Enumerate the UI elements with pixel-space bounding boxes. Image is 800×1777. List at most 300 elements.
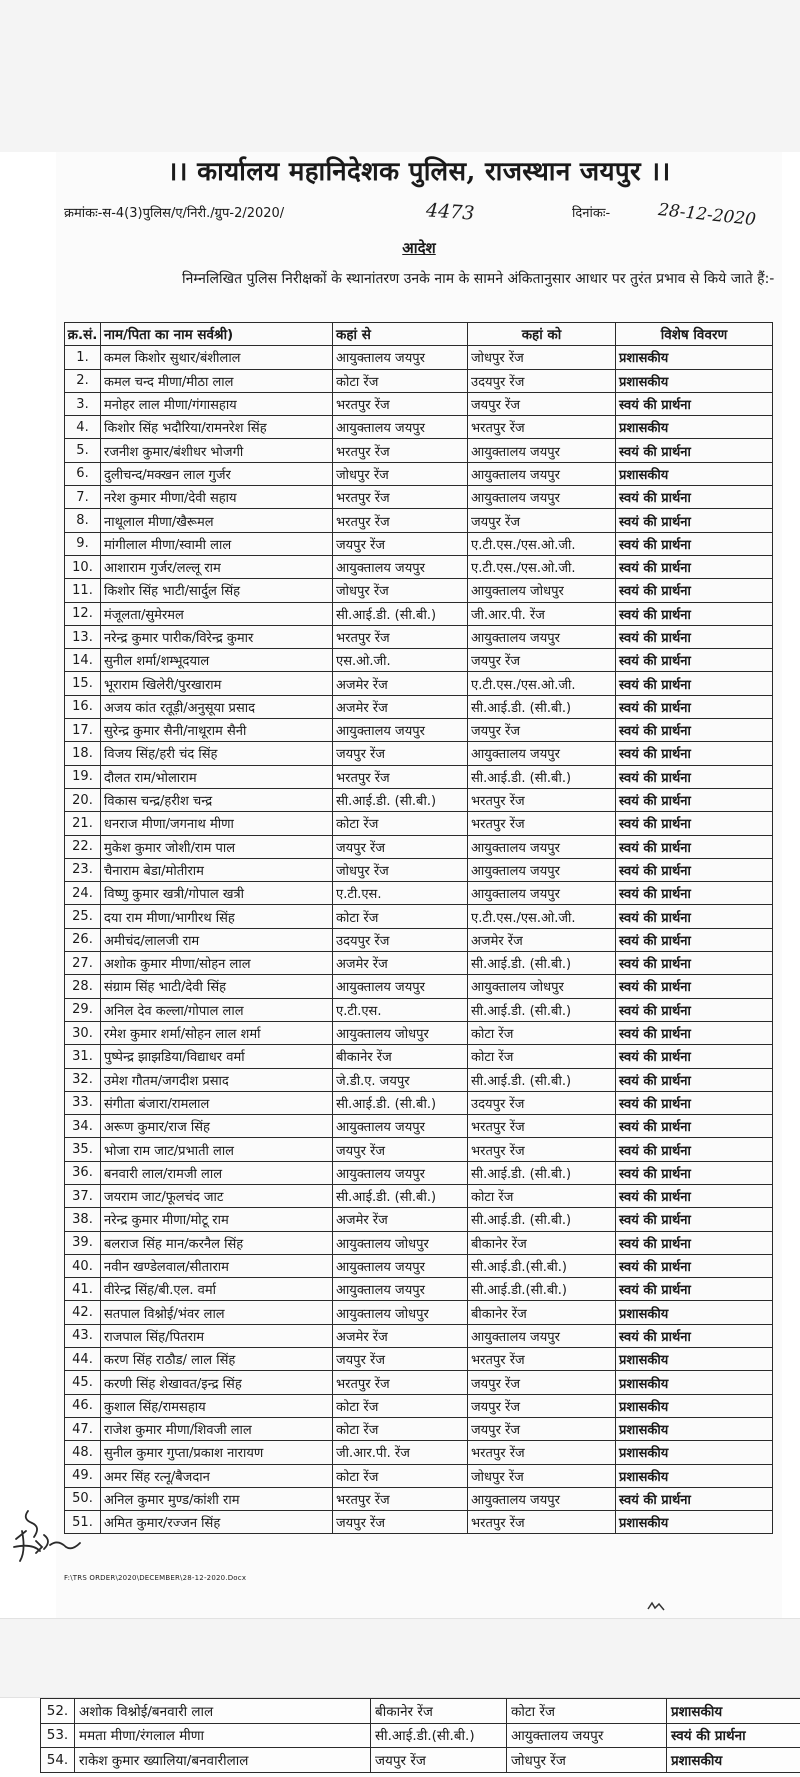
signature-mark (6, 1501, 92, 1571)
remarks-cell: स्वयं की प्रार्थना (616, 835, 773, 858)
remarks-cell: स्वयं की प्रार्थना (616, 1138, 773, 1161)
table-row (41, 1699, 800, 1724)
to-cell: जोधपुर रेंज (468, 346, 616, 369)
serial-cell: 27. (65, 952, 101, 975)
from-cell: जे.डी.ए. जयपुर (333, 1068, 468, 1091)
remarks-cell: स्वयं की प्रार्थना (616, 765, 773, 788)
table-row (65, 1254, 773, 1277)
to-cell: भरतपुर रेंज (468, 1115, 616, 1138)
table-row (65, 369, 773, 392)
remarks-cell: स्वयं की प्रार्थना (667, 1723, 800, 1748)
to-cell: अजमेर रेंज (468, 928, 616, 951)
serial-cell: 12. (65, 602, 101, 625)
remarks-cell: स्वयं की प्रार्थना (616, 602, 773, 625)
serial-cell: 2. (65, 369, 101, 392)
to-cell: जयपुर रेंज (468, 1371, 616, 1394)
name-cell: किशोर सिंह भाटी/सार्दुल सिंह (101, 579, 333, 602)
table-row (65, 1301, 773, 1324)
from-cell: सी.आई.डी. (सी.बी.) (333, 602, 468, 625)
top-margin (0, 0, 800, 152)
serial-cell: 53. (41, 1723, 75, 1748)
serial-cell: 36. (65, 1161, 101, 1184)
remarks-cell: प्रशासकीय (616, 1348, 773, 1371)
to-cell: आयुक्तालय जयपुर (468, 742, 616, 765)
to-cell: कोटा रेंज (468, 1021, 616, 1044)
from-cell: भरतपुर रेंज (333, 1487, 468, 1510)
date-label: दिनांकः- (572, 206, 611, 221)
from-cell: कोटा रेंज (333, 1394, 468, 1417)
name-cell: नरेश कुमार मीणा/देवी सहाय (101, 486, 333, 509)
table-row (65, 1417, 773, 1440)
order-heading: आदेश (402, 239, 436, 257)
to-cell: आयुक्तालय जोधपुर (468, 579, 616, 602)
from-cell: सी.आई.डी. (सी.बी.) (333, 1091, 468, 1114)
serial-cell: 6. (65, 462, 101, 485)
from-cell: भरतपुर रेंज (333, 765, 468, 788)
from-cell: आयुक्तालय जोधपुर (333, 1301, 468, 1324)
remarks-cell: स्वयं की प्रार्थना (616, 439, 773, 462)
name-cell: अशोक कुमार मीणा/सोहन लाल (101, 952, 333, 975)
table-row (65, 579, 773, 602)
table-row (65, 602, 773, 625)
from-cell: आयुक्तालय जयपुर (333, 1254, 468, 1277)
table-row (65, 882, 773, 905)
to-cell: ए.टी.एस./एस.ओ.जी. (468, 555, 616, 578)
to-cell: सी.आई.डी.(सी.बी.) (468, 1254, 616, 1277)
serial-cell: 19. (65, 765, 101, 788)
name-cell: वीरेन्द्र सिंह/बी.एल. वर्मा (101, 1278, 333, 1301)
from-cell: अजमेर रेंज (333, 1324, 468, 1347)
name-cell: नरेन्द्र कुमार मीणा/मोटू राम (101, 1208, 333, 1231)
name-cell: करण सिंह राठौड/ लाल सिंह (101, 1348, 333, 1371)
remarks-cell: स्वयं की प्रार्थना (616, 509, 773, 532)
to-cell: आयुक्तालय जयपुर (468, 882, 616, 905)
remarks-cell: स्वयं की प्रार्थना (616, 1021, 773, 1044)
remarks-cell: प्रशासकीय (667, 1699, 800, 1724)
to-cell: सी.आई.डी. (सी.बी.) (468, 1208, 616, 1231)
table-row (65, 952, 773, 975)
from-cell: जी.आर.पी. रेंज (333, 1441, 468, 1464)
serial-cell: 43. (65, 1324, 101, 1347)
from-cell: सी.आई.डी. (सी.बी.) (333, 1184, 468, 1207)
name-cell: भोजा राम जाट/प्रभाती लाल (101, 1138, 333, 1161)
name-cell: धनराज मीणा/जगनाथ मीणा (101, 812, 333, 835)
serial-cell: 35. (65, 1138, 101, 1161)
to-cell: जयपुर रेंज (468, 649, 616, 672)
remarks-cell: प्रशासकीय (667, 1748, 800, 1773)
to-cell: ए.टी.एस./एस.ओ.जी. (468, 532, 616, 555)
header-remarks: विशेष विवरण (616, 323, 773, 346)
name-cell: पुष्पेन्द्र झाझडिया/विद्याधर वर्मा (101, 1045, 333, 1068)
from-cell: आयुक्तालय जोधपुर (333, 1231, 468, 1254)
to-cell: भरतपुर रेंज (468, 788, 616, 811)
table-row (65, 928, 773, 951)
from-cell: कोटा रेंज (333, 369, 468, 392)
to-cell: कोटा रेंज (468, 1184, 616, 1207)
name-cell: भूराराम खिलेरी/पुरखाराम (101, 672, 333, 695)
from-cell: अजमेर रेंज (333, 672, 468, 695)
remarks-cell: स्वयं की प्रार्थना (616, 532, 773, 555)
from-cell: कोटा रेंज (333, 1417, 468, 1440)
remarks-cell: स्वयं की प्रार्थना (616, 1278, 773, 1301)
remarks-cell: स्वयं की प्रार्थना (616, 952, 773, 975)
to-cell: भरतपुर रेंज (468, 1138, 616, 1161)
name-cell: चैनाराम बेडा/मोतीराम (101, 858, 333, 881)
from-cell: ए.टी.एस. (333, 882, 468, 905)
table-header-row (65, 323, 773, 346)
from-cell: उदयपुर रेंज (333, 928, 468, 951)
header-to: कहां को (468, 323, 616, 346)
name-cell: मांगीलाल मीणा/स्वामी लाल (101, 532, 333, 555)
remarks-cell: स्वयं की प्रार्थना (616, 579, 773, 602)
table-row (65, 905, 773, 928)
to-cell: भरतपुर रेंज (468, 1348, 616, 1371)
serial-cell: 9. (65, 532, 101, 555)
to-cell: उदयपुर रेंज (468, 369, 616, 392)
from-cell: भरतपुर रेंज (333, 625, 468, 648)
remarks-cell: स्वयं की प्रार्थना (616, 1068, 773, 1091)
from-cell: आयुक्तालय जयपुर (333, 1115, 468, 1138)
remarks-cell: स्वयं की प्रार्थना (616, 858, 773, 881)
table-row (65, 625, 773, 648)
table-row (65, 462, 773, 485)
to-cell: आयुक्तालय जयपुर (468, 858, 616, 881)
remarks-cell: स्वयं की प्रार्थना (616, 882, 773, 905)
serial-cell: 49. (65, 1464, 101, 1487)
table-row (65, 998, 773, 1021)
remarks-cell: स्वयं की प्रार्थना (616, 1161, 773, 1184)
remarks-cell: प्रशासकीय (616, 416, 773, 439)
from-cell: बीकानेर रेंज (333, 1045, 468, 1068)
transfer-table (64, 322, 773, 1534)
serial-cell: 34. (65, 1115, 101, 1138)
to-cell: भरतपुर रेंज (468, 1441, 616, 1464)
name-cell: रजनीश कुमार/बंशीधर भोजगी (101, 439, 333, 462)
name-cell: जयराम जाट/फूलचंद जाट (101, 1184, 333, 1207)
remarks-cell: स्वयं की प्रार्थना (616, 1184, 773, 1207)
remarks-cell: प्रशासकीय (616, 1511, 773, 1534)
remarks-cell: स्वयं की प्रार्थना (616, 998, 773, 1021)
remarks-cell: स्वयं की प्रार्थना (616, 1208, 773, 1231)
table-row (65, 392, 773, 415)
from-cell: आयुक्तालय जयपुर (333, 719, 468, 742)
to-cell: कोटा रेंज (468, 1045, 616, 1068)
from-cell: जयपुर रेंज (333, 1511, 468, 1534)
serial-cell: 32. (65, 1068, 101, 1091)
from-cell: भरतपुर रेंज (333, 486, 468, 509)
table-row (65, 1487, 773, 1510)
to-cell: आयुक्तालय जयपुर (468, 1487, 616, 1510)
serial-cell: 22. (65, 835, 101, 858)
table-row (65, 555, 773, 578)
from-cell: आयुक्तालय जयपुर (333, 975, 468, 998)
table-row (65, 742, 773, 765)
from-cell: जयपुर रेंज (333, 1138, 468, 1161)
to-cell: जयपुर रेंज (468, 392, 616, 415)
remarks-cell: स्वयं की प्रार्थना (616, 1115, 773, 1138)
serial-cell: 51. (65, 1511, 101, 1534)
from-cell: जोधपुर रेंज (333, 858, 468, 881)
serial-cell: 7. (65, 486, 101, 509)
from-cell: जयपुर रेंज (333, 1348, 468, 1371)
table-row (65, 532, 773, 555)
to-cell: सी.आई.डी.(सी.बी.) (468, 1278, 616, 1301)
to-cell: जोधपुर रेंज (507, 1748, 667, 1773)
from-cell: कोटा रेंज (333, 905, 468, 928)
serial-cell: 28. (65, 975, 101, 998)
to-cell: सी.आई.डी. (सी.बी.) (468, 695, 616, 718)
serial-cell: 20. (65, 788, 101, 811)
intro-paragraph: निम्नलिखित पुलिस निरीक्षकों के स्थानांतरण उनके नाम के सामने अंकितानुसार आधार पर तुरंत प्रभाव से किये जाते हैं:- (182, 271, 775, 287)
serial-cell: 30. (65, 1021, 101, 1044)
table-row (65, 1464, 773, 1487)
remarks-cell: स्वयं की प्रार्थना (616, 742, 773, 765)
remarks-cell: स्वयं की प्रार्थना (616, 486, 773, 509)
table-row (65, 1208, 773, 1231)
remarks-cell: स्वयं की प्रार्थना (616, 1045, 773, 1068)
name-cell: कमल चन्द मीणा/मीठा लाल (101, 369, 333, 392)
to-cell: उदयपुर रेंज (468, 1091, 616, 1114)
remarks-cell: स्वयं की प्रार्थना (616, 719, 773, 742)
remarks-cell: स्वयं की प्रार्थना (616, 1324, 773, 1347)
table-row (65, 1348, 773, 1371)
from-cell: अजमेर रेंज (333, 952, 468, 975)
remarks-cell: स्वयं की प्रार्थना (616, 788, 773, 811)
remarks-cell: प्रशासकीय (616, 1464, 773, 1487)
table-row (65, 812, 773, 835)
serial-cell: 24. (65, 882, 101, 905)
remarks-cell: स्वयं की प्रार्थना (616, 905, 773, 928)
remarks-cell: स्वयं की प्रार्थना (616, 928, 773, 951)
name-cell: राजेश कुमार मीणा/शिवजी लाल (101, 1417, 333, 1440)
name-cell: ममता मीणा/रंगलाल मीणा (75, 1723, 371, 1748)
serial-cell: 41. (65, 1278, 101, 1301)
to-cell: जी.आर.पी. रेंज (468, 602, 616, 625)
remarks-cell: प्रशासकीय (616, 1441, 773, 1464)
remarks-cell: स्वयं की प्रार्थना (616, 649, 773, 672)
table-row (65, 509, 773, 532)
table-row (65, 719, 773, 742)
table-row (65, 439, 773, 462)
name-cell: अरूण कुमार/राज सिंह (101, 1115, 333, 1138)
table-row (65, 486, 773, 509)
from-cell: आयुक्तालय जयपुर (333, 1278, 468, 1301)
from-cell: भरतपुर रेंज (333, 392, 468, 415)
serial-cell: 8. (65, 509, 101, 532)
serial-cell: 3. (65, 392, 101, 415)
name-cell: विजय सिंह/हरी चंद सिंह (101, 742, 333, 765)
table-row (41, 1723, 800, 1748)
table-row (65, 1045, 773, 1068)
name-cell: नवीन खण्डेलवाल/सीताराम (101, 1254, 333, 1277)
from-cell: एस.ओ.जी. (333, 649, 468, 672)
from-cell: जोधपुर रेंज (333, 579, 468, 602)
name-cell: सुनील शर्मा/शम्भूदयाल (101, 649, 333, 672)
name-cell: अनिल कुमार मुण्ड/कांशी राम (101, 1487, 333, 1510)
serial-cell: 1. (65, 346, 101, 369)
serial-cell: 13. (65, 625, 101, 648)
name-cell: सुरेन्द्र कुमार सैनी/नाथूराम सैनी (101, 719, 333, 742)
name-cell: अमित कुमार/रज्जन सिंह (101, 1511, 333, 1534)
serial-cell: 45. (65, 1371, 101, 1394)
serial-cell: 21. (65, 812, 101, 835)
serial-cell: 37. (65, 1184, 101, 1207)
remarks-cell: स्वयं की प्रार्थना (616, 1091, 773, 1114)
office-title: ।। कार्यालय महानिदेशक पुलिस, राजस्थान जयपुर ।। (167, 157, 671, 187)
to-cell: जोधपुर रेंज (468, 1464, 616, 1487)
name-cell: राजपाल सिंह/पितराम (101, 1324, 333, 1347)
name-cell: करणी सिंह शेखावत/इन्द्र सिंह (101, 1371, 333, 1394)
serial-cell: 17. (65, 719, 101, 742)
remarks-cell: स्वयं की प्रार्थना (616, 392, 773, 415)
remarks-cell: प्रशासकीय (616, 462, 773, 485)
remarks-cell: स्वयं की प्रार्थना (616, 975, 773, 998)
name-cell: बलराज सिंह मान/करनैल सिंह (101, 1231, 333, 1254)
name-cell: अजय कांत रतूड़ी/अनुसूया प्रसाद (101, 695, 333, 718)
serial-cell: 18. (65, 742, 101, 765)
header-name: नाम/पिता का नाम सर्वश्री) (101, 323, 333, 346)
file-path: F:\TRS ORDER\2020\DECEMBER\28-12-2020.Docx (64, 1574, 247, 1582)
serial-cell: 40. (65, 1254, 101, 1277)
table-row (65, 1021, 773, 1044)
serial-cell: 42. (65, 1301, 101, 1324)
serial-cell: 50. (65, 1487, 101, 1510)
serial-cell: 33. (65, 1091, 101, 1114)
from-cell: जयपुर रेंज (333, 532, 468, 555)
date-value: 28-12-2020 (657, 199, 757, 231)
reference-line (64, 199, 774, 231)
table-row (65, 1441, 773, 1464)
reference-label: क्रमांकः-स-4(3)पुलिस/ए/निरी./ग्रुप-2/2020/ (64, 206, 285, 221)
from-cell: ए.टी.एस. (333, 998, 468, 1021)
to-cell: जयपुर रेंज (468, 1394, 616, 1417)
table-row (65, 1115, 773, 1138)
name-cell: सतपाल विश्नोई/भंवर लाल (101, 1301, 333, 1324)
table-row (65, 1184, 773, 1207)
remarks-cell: स्वयं की प्रार्थना (616, 555, 773, 578)
serial-cell: 44. (65, 1348, 101, 1371)
remarks-cell: प्रशासकीय (616, 346, 773, 369)
serial-cell: 47. (65, 1417, 101, 1440)
name-cell: संगीता बंजारा/रामलाल (101, 1091, 333, 1114)
name-cell: सुनील कुमार गुप्ता/प्रकाश नारायण (101, 1441, 333, 1464)
name-cell: नरेन्द्र कुमार पारीक/विरेन्द्र कुमार (101, 625, 333, 648)
from-cell: आयुक्तालय जयपुर (333, 1161, 468, 1184)
name-cell: विकास चन्द्र/हरीश चन्द्र (101, 788, 333, 811)
to-cell: ए.टी.एस./एस.ओ.जी. (468, 672, 616, 695)
document-page-1 (56, 152, 782, 1618)
name-cell: संग्राम सिंह भाटी/देवी सिंह (101, 975, 333, 998)
to-cell: बीकानेर रेंज (468, 1301, 616, 1324)
to-cell: आयुक्तालय जयपुर (468, 1324, 616, 1347)
from-cell: कोटा रेंज (333, 1464, 468, 1487)
table-row (65, 1161, 773, 1184)
remarks-cell: प्रशासकीय (616, 369, 773, 392)
name-cell: दौलत राम/भोलाराम (101, 765, 333, 788)
from-cell: भरतपुर रेंज (333, 509, 468, 532)
to-cell: आयुक्तालय जयपुर (468, 835, 616, 858)
serial-cell: 15. (65, 672, 101, 695)
remarks-cell: प्रशासकीय (616, 1394, 773, 1417)
name-cell: दया राम मीणा/भागीरथ सिंह (101, 905, 333, 928)
from-cell: सी.आई.डी.(सी.बी.) (371, 1723, 507, 1748)
serial-cell: 11. (65, 579, 101, 602)
name-cell: मनोहर लाल मीणा/गंगासहाय (101, 392, 333, 415)
to-cell: भरतपुर रेंज (468, 812, 616, 835)
from-cell: कोटा रेंज (333, 812, 468, 835)
serial-cell: 5. (65, 439, 101, 462)
table-row (65, 858, 773, 881)
name-cell: किशोर सिंह भदौरिया/रामनरेश सिंह (101, 416, 333, 439)
table-row (65, 416, 773, 439)
serial-cell: 16. (65, 695, 101, 718)
to-cell: जयपुर रेंज (468, 509, 616, 532)
serial-cell: 54. (41, 1748, 75, 1773)
name-cell: बनवारी लाल/रामजी लाल (101, 1161, 333, 1184)
from-cell: भरतपुर रेंज (333, 1371, 468, 1394)
serial-cell: 38. (65, 1208, 101, 1231)
name-cell: राकेश कुमार ख्यालिया/बनवारीलाल (75, 1748, 371, 1773)
remarks-cell: स्वयं की प्रार्थना (616, 812, 773, 835)
table-row (65, 765, 773, 788)
to-cell: ए.टी.एस./एस.ओ.जी. (468, 905, 616, 928)
remarks-cell: प्रशासकीय (616, 1417, 773, 1440)
from-cell: आयुक्तालय जयपुर (333, 416, 468, 439)
to-cell: जयपुर रेंज (468, 719, 616, 742)
from-cell: आयुक्तालय जोधपुर (333, 1021, 468, 1044)
table-row (65, 975, 773, 998)
to-cell: आयुक्तालय जयपुर (468, 625, 616, 648)
from-cell: सी.आई.डी. (सी.बी.) (333, 788, 468, 811)
to-cell: सी.आई.डी. (सी.बी.) (468, 1068, 616, 1091)
name-cell: विष्णु कुमार खत्री/गोपाल खत्री (101, 882, 333, 905)
to-cell: आयुक्तालय जयपुर (468, 486, 616, 509)
to-cell: सी.आई.डी. (सी.बी.) (468, 1161, 616, 1184)
name-cell: आशाराम गुर्जर/लल्लू राम (101, 555, 333, 578)
from-cell: बीकानेर रेंज (371, 1699, 507, 1724)
ink-mark-icon (646, 1600, 668, 1612)
table-row (65, 1138, 773, 1161)
from-cell: जयपुर रेंज (333, 742, 468, 765)
serial-cell: 46. (65, 1394, 101, 1417)
name-cell: उमेश गौतम/जगदीश प्रसाद (101, 1068, 333, 1091)
to-cell: भरतपुर रेंज (468, 416, 616, 439)
remarks-cell: स्वयं की प्रार्थना (616, 625, 773, 648)
to-cell: आयुक्तालय जयपुर (468, 462, 616, 485)
name-cell: अमीचंद/लालजी राम (101, 928, 333, 951)
serial-cell: 4. (65, 416, 101, 439)
from-cell: जयपुर रेंज (371, 1748, 507, 1773)
table-row (41, 1748, 800, 1773)
reference-number: 4473 (425, 199, 476, 225)
remarks-cell: स्वयं की प्रार्थना (616, 1254, 773, 1277)
name-cell: दुलीचन्द/मक्खन लाल गुर्जर (101, 462, 333, 485)
serial-cell: 31. (65, 1045, 101, 1068)
to-cell: बीकानेर रेंज (468, 1231, 616, 1254)
table-body (65, 346, 773, 1534)
serial-cell: 26. (65, 928, 101, 951)
remarks-cell: स्वयं की प्रार्थना (616, 695, 773, 718)
from-cell: अजमेर रेंज (333, 695, 468, 718)
from-cell: जयपुर रेंज (333, 835, 468, 858)
header-from: कहां से (333, 323, 468, 346)
to-cell: आयुक्तालय जयपुर (507, 1723, 667, 1748)
table-row (65, 649, 773, 672)
table-row (65, 1278, 773, 1301)
name-cell: अनिल देव कल्ला/गोपाल लाल (101, 998, 333, 1021)
remarks-cell: प्रशासकीय (616, 1371, 773, 1394)
remarks-cell: स्वयं की प्रार्थना (616, 1231, 773, 1254)
